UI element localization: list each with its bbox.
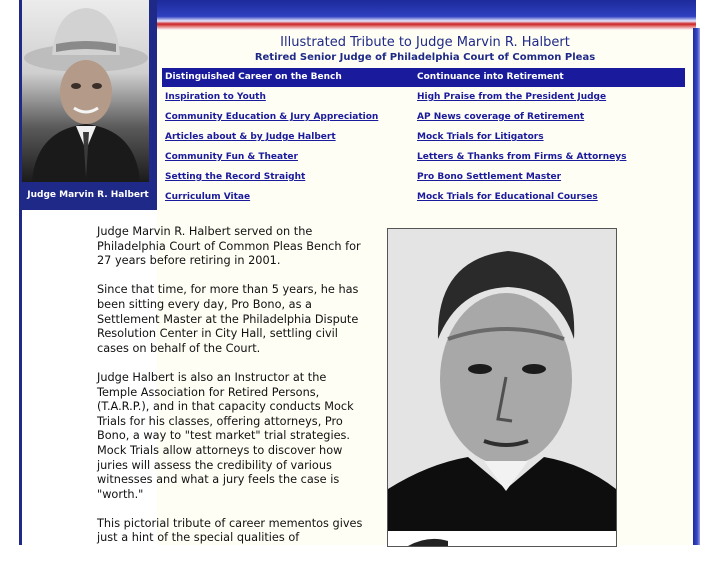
nav-link-articles[interactable]: Articles about & by Judge Halbert xyxy=(165,132,336,142)
nav-link-continuance-retirement[interactable]: Continuance into Retirement xyxy=(417,72,564,82)
top-banner xyxy=(157,0,696,30)
nav-link-ap-news[interactable]: AP News coverage of Retirement xyxy=(417,112,585,122)
left-border-rail xyxy=(19,210,22,545)
intro-paragraph: This pictorial tribute of career mementos gives just a hint of the special qualities of xyxy=(97,516,363,545)
right-border-stripe xyxy=(693,28,700,545)
nav-link-mock-trials-educational[interactable]: Mock Trials for Educational Courses xyxy=(417,192,598,202)
nav-link-mock-trials-litigators[interactable]: Mock Trials for Litigators xyxy=(417,132,544,142)
intro-paragraph: Judge Halbert is also an Instructor at the Temple Association for Retired Persons, (T.A.R.P.), and in that capacity conducts Mock Trials for his classes, offering attorneys, Pro Bono, a way to "test market" trial strategies. Mock Trials allow attorneys to discover how juries will assess the credibility of various witnesses and what a jury feels the case is "worth." xyxy=(97,370,354,501)
nav-link-pro-bono-settlement[interactable]: Pro Bono Settlement Master xyxy=(417,172,562,182)
judge-bw-photo xyxy=(387,228,617,547)
intro-text xyxy=(97,225,367,561)
nav-link-setting-record-straight[interactable]: Setting the Record Straight xyxy=(165,172,306,182)
portrait-caption: Judge Marvin R. Halbert xyxy=(27,190,149,200)
nav-link-letters-thanks[interactable]: Letters & Thanks from Firms & Attorneys xyxy=(417,152,627,162)
intro-paragraph: Since that time, for more than 5 years, he has been sitting every day, Pro Bono, as a Settlement Master at the Philadelphia Dispute Resolution Center in City Hall, settling civil cases on behalf of the Court. xyxy=(97,283,359,355)
portrait-column xyxy=(19,0,157,210)
nav-link-distinguished-career[interactable]: Distinguished Career on the Bench xyxy=(165,72,342,82)
page-title: Illustrated Tribute to Judge Marvin R. Halbert xyxy=(280,35,570,50)
nav-link-community-education[interactable]: Community Education & Jury Appreciation xyxy=(165,112,379,122)
page-subtitle: Retired Senior Judge of Philadelphia Court of Common Pleas xyxy=(254,52,596,63)
nav-link-community-fun[interactable]: Community Fun & Theater xyxy=(165,152,298,162)
nav-link-high-praise[interactable]: High Praise from the President Judge xyxy=(417,92,607,102)
banner-edge xyxy=(696,0,727,30)
nav-link-inspiration-to-youth[interactable]: Inspiration to Youth xyxy=(165,92,266,102)
intro-paragraph: Judge Marvin R. Halbert served on the Philadelphia Court of Common Pleas Bench for 27 years before retiring in 2001. xyxy=(97,225,361,268)
nav-link-curriculum-vitae[interactable]: Curriculum Vitae xyxy=(165,192,251,202)
judge-portrait-photo xyxy=(22,0,149,182)
